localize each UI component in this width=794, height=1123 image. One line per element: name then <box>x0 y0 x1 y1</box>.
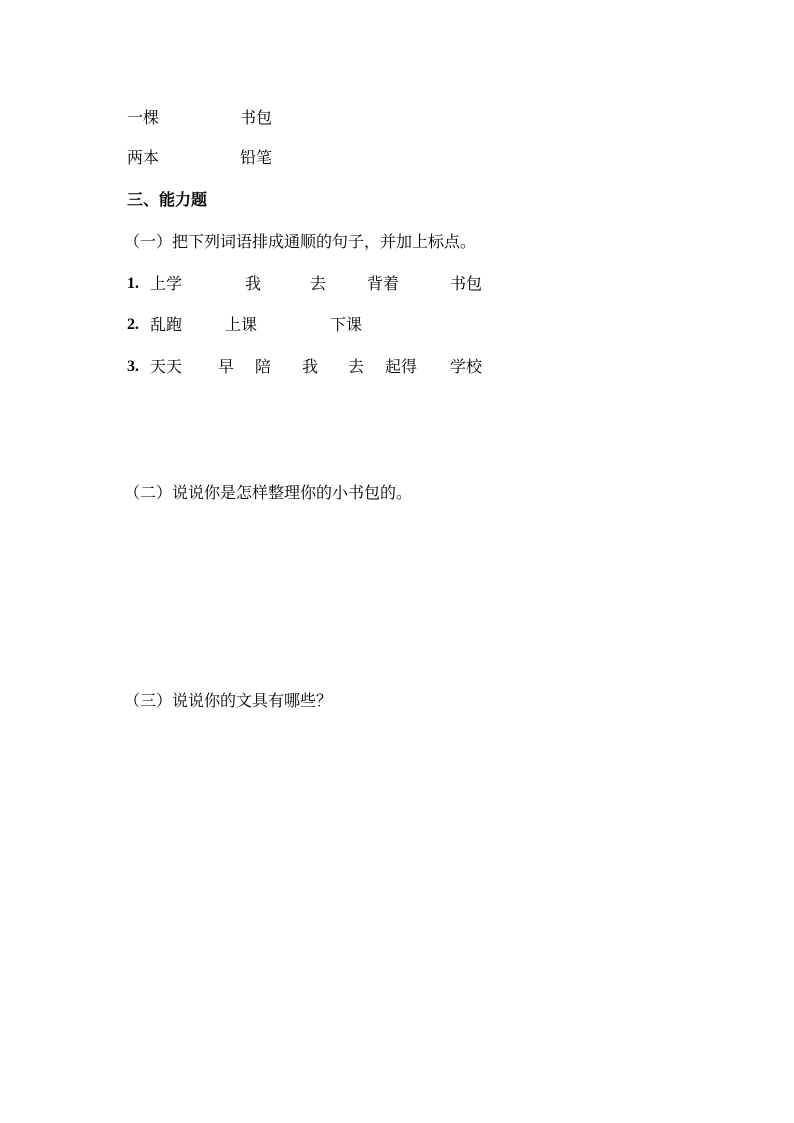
word: 陪 <box>255 357 272 376</box>
word: 上学 <box>150 274 183 293</box>
noun-word: 书包 <box>240 108 273 127</box>
word: 书包 <box>450 274 483 293</box>
item-number: 3. <box>127 358 139 375</box>
instruction-text: （一）把下列词语排成通顺的句子，并加上标点。 <box>124 232 477 251</box>
noun-word: 铅笔 <box>240 148 273 167</box>
word: 去 <box>310 274 327 293</box>
word: 起得 <box>385 357 418 376</box>
section-heading-text: 三、能力题 <box>127 190 208 209</box>
word: 天天 <box>150 357 183 376</box>
word: 早 <box>218 357 235 376</box>
measure-word: 一棵 <box>127 108 160 127</box>
item-number: 1. <box>127 275 139 292</box>
item-number: 2. <box>127 316 139 333</box>
measure-word: 两本 <box>127 148 160 167</box>
instruction-text: （三）说说你的文具有哪些？ <box>124 691 333 710</box>
word: 我 <box>302 357 319 376</box>
word: 去 <box>348 357 365 376</box>
word: 学校 <box>450 357 483 376</box>
word: 上课 <box>225 315 258 334</box>
word: 下课 <box>330 315 363 334</box>
instruction-text: （二）说说你是怎样整理你的小书包的。 <box>124 483 413 502</box>
word: 我 <box>245 274 262 293</box>
word: 乱跑 <box>150 315 183 334</box>
word: 背着 <box>367 274 400 293</box>
